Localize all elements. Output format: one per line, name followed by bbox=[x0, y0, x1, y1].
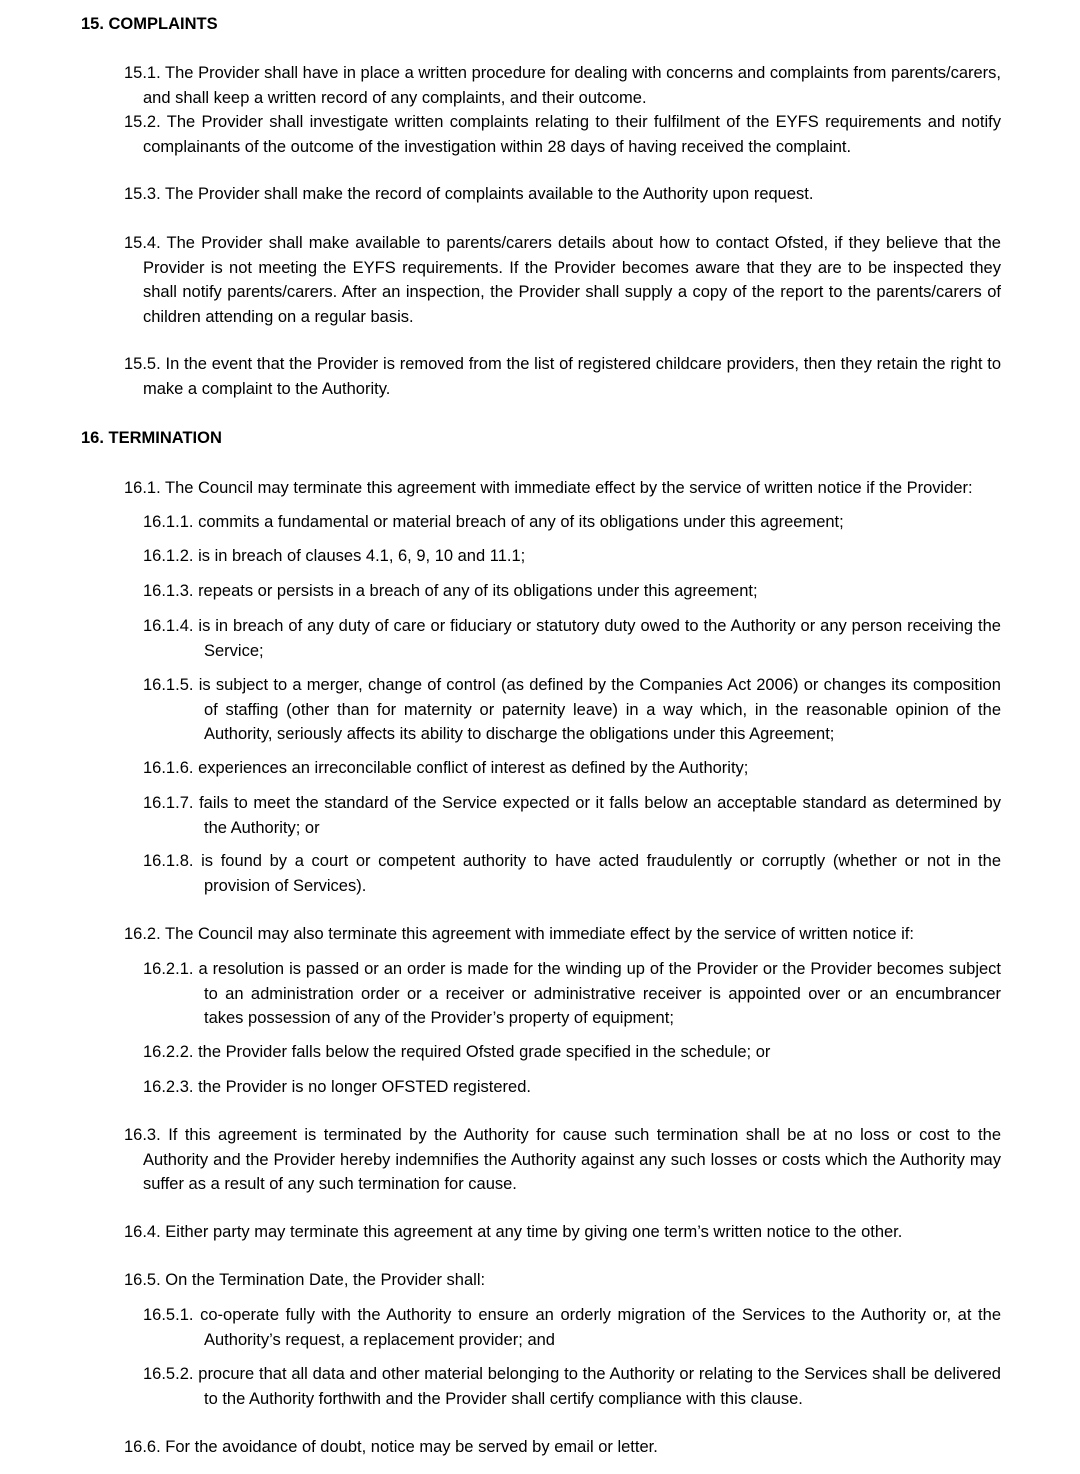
clause-number: 15.5. bbox=[124, 355, 161, 373]
clause-text: For the avoidance of doubt, notice may be served by email or letter. bbox=[165, 1438, 658, 1456]
subclause-16-5-2 bbox=[143, 1362, 1001, 1411]
clause-text: Either party may terminate this agreement at any time by giving one term’s written notice to the other. bbox=[165, 1223, 903, 1241]
clause-16-6 bbox=[81, 1435, 1001, 1460]
subclause-16-5-1 bbox=[143, 1303, 1001, 1352]
clause-text: The Provider shall make the record of complaints available to the Authority upon request. bbox=[165, 185, 814, 203]
subclause-16-1-8 bbox=[143, 849, 1001, 898]
section-16-heading: 16. TERMINATION bbox=[81, 429, 222, 447]
subclause-number: 16.1.3. bbox=[143, 582, 194, 600]
clause-15-1 bbox=[81, 61, 1001, 110]
subclause-text: fails to meet the standard of the Service expected or it falls below an acceptable standard as determined by the Authority; or bbox=[199, 794, 1001, 837]
clause-number: 16.4. bbox=[124, 1223, 161, 1241]
subclause-number: 16.5.1. bbox=[143, 1306, 194, 1324]
clause-text: The Council may also terminate this agreement with immediate effect by the service of written notice if: bbox=[165, 925, 914, 943]
subclause-16-1-6 bbox=[143, 756, 1001, 781]
clause-15-4 bbox=[81, 231, 1001, 329]
clause-text: The Provider shall make available to parents/carers details about how to contact Ofsted, if they believe that the Provider is not meeting the EYFS requirements. If the Provider becomes aware that they are to be inspected they shall notify parents/carers. After an inspection, the Provider shall supply a copy of the report to the parents/carers of children attending on a regular basis. bbox=[143, 234, 1001, 326]
clause-16-4 bbox=[81, 1220, 1001, 1245]
subclause-number: 16.2.1. bbox=[143, 960, 194, 978]
clause-15-2 bbox=[81, 110, 1001, 159]
subclause-text: commits a fundamental or material breach of any of its obligations under this agreement; bbox=[198, 513, 844, 531]
clause-number: 16.6. bbox=[124, 1438, 161, 1456]
subclause-text: experiences an irreconcilable conflict of interest as defined by the Authority; bbox=[198, 759, 749, 777]
subclause-text: procure that all data and other material belonging to the Authority or relating to the Services shall be delivered to the Authority forthwith and the Provider shall certify compliance with this clause. bbox=[198, 1365, 1001, 1408]
subclause-16-2-1 bbox=[143, 957, 1001, 1031]
subclause-number: 16.2.3. bbox=[143, 1078, 194, 1096]
clause-16-5 bbox=[81, 1268, 1001, 1293]
subclause-16-1-3 bbox=[143, 579, 1001, 604]
subclause-text: co-operate fully with the Authority to ensure an orderly migration of the Services to the Authority or, at the Authority’s request, a replacement provider; and bbox=[200, 1306, 1001, 1349]
clause-16-1 bbox=[81, 476, 1001, 501]
clause-15-3 bbox=[81, 182, 1001, 207]
clause-number: 15.2. bbox=[124, 113, 161, 131]
subclause-number: 16.1.2. bbox=[143, 547, 194, 565]
subclause-number: 16.1.5. bbox=[143, 676, 194, 694]
subclause-number: 16.1.7. bbox=[143, 794, 194, 812]
clause-text: The Council may terminate this agreement with immediate effect by the service of written notice if the Provider: bbox=[165, 479, 973, 497]
clause-number: 16.3. bbox=[124, 1126, 161, 1144]
subclause-text: is in breach of any duty of care or fiduciary or statutory duty owed to the Authority or any person receiving the Service; bbox=[198, 617, 1001, 660]
clause-text: The Provider shall have in place a written procedure for dealing with concerns and complaints from parents/carers, and shall keep a written record of any complaints, and their outcome. bbox=[143, 64, 1001, 107]
subclause-number: 16.2.2. bbox=[143, 1043, 194, 1061]
clause-text: On the Termination Date, the Provider shall: bbox=[165, 1271, 486, 1289]
subclause-number: 16.1.4. bbox=[143, 617, 194, 635]
subclause-text: repeats or persists in a breach of any of its obligations under this agreement; bbox=[198, 582, 758, 600]
clause-15-5 bbox=[81, 352, 1001, 401]
subclause-text: the Provider is no longer OFSTED registered. bbox=[198, 1078, 531, 1096]
clause-number: 15.3. bbox=[124, 185, 161, 203]
subclause-text: is subject to a merger, change of control (as defined by the Companies Act 2006) or changes its composition of staffing (other than for maternity or paternity leave) in a way which, in the reasonable opinion of the Authority, seriously affects its ability to discharge the obligations under this Agreement; bbox=[198, 676, 1001, 743]
subclause-text: is found by a court or competent authority to have acted fraudulently or corruptly (whether or not in the provision of Services). bbox=[201, 852, 1001, 895]
clause-number: 16.5. bbox=[124, 1271, 161, 1289]
subclause-16-1-4 bbox=[143, 614, 1001, 663]
clause-number: 15.4. bbox=[124, 234, 161, 252]
subclause-16-2-3 bbox=[143, 1075, 1001, 1100]
subclause-number: 16.5.2. bbox=[143, 1365, 194, 1383]
clause-text: In the event that the Provider is removed from the list of registered childcare providers, then they retain the right to make a complaint to the Authority. bbox=[143, 355, 1002, 398]
subclause-text: a resolution is passed or an order is made for the winding up of the Provider or the Provider becomes subject to an administration order or a receiver or administrative receiver is appointed over or an encumbrancer takes possession of any of the Provider’s property of equipment; bbox=[198, 960, 1001, 1027]
subclause-16-2-2 bbox=[143, 1040, 1001, 1065]
clause-number: 15.1. bbox=[124, 64, 161, 82]
section-15-heading: 15. COMPLAINTS bbox=[81, 15, 218, 33]
subclause-number: 16.1.8. bbox=[143, 852, 194, 870]
subclause-16-1-7 bbox=[143, 791, 1001, 840]
subclause-16-1-1 bbox=[143, 510, 1001, 535]
subclause-16-1-2 bbox=[143, 544, 1001, 569]
subclause-text: is in breach of clauses 4.1, 6, 9, 10 and 11.1; bbox=[198, 547, 526, 565]
subclause-16-1-5 bbox=[143, 673, 1001, 747]
subclause-text: the Provider falls below the required Ofsted grade specified in the schedule; or bbox=[198, 1043, 771, 1061]
clause-text: The Provider shall investigate written complaints relating to their fulfilment of the EYFS requirements and notify complainants of the outcome of the investigation within 28 days of having received the complaint. bbox=[143, 113, 1001, 156]
clause-16-3 bbox=[81, 1123, 1001, 1197]
subclause-number: 16.1.1. bbox=[143, 513, 194, 531]
clause-number: 16.1. bbox=[124, 479, 161, 497]
clause-text: If this agreement is terminated by the Authority for cause such termination shall be at no loss or cost to the Authority and the Provider hereby indemnifies the Authority against any such losses or costs which the Authority may suffer as a result of any such termination for cause. bbox=[143, 1126, 1001, 1193]
clause-number: 16.2. bbox=[124, 925, 161, 943]
subclause-number: 16.1.6. bbox=[143, 759, 194, 777]
clause-16-2 bbox=[81, 922, 1001, 947]
